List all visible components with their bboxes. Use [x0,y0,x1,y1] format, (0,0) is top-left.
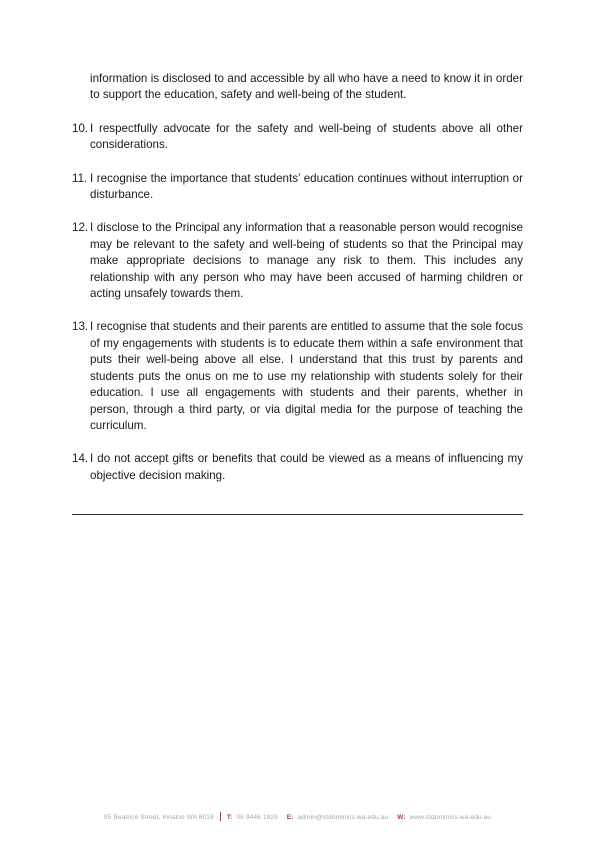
list-item [72,220,523,302]
list-item-text: I recognise the importance that students’ education continues without interruption or disturbance. [90,171,523,202]
document-body [72,71,523,501]
footer-phone-label: T: [226,813,233,821]
list-item [72,451,523,484]
page-footer [0,812,595,822]
list-item-number: 13. [72,320,89,334]
list-item-text: I disclose to the Principal any information that a reasonable person would recognise may be relevant to the safety and well-being of students so that the Principal may make appropriate decisions to manage any risk to them. This includes any relationship with any person who may have been accused of harming children or acting unsafely towards them. [90,221,523,301]
list-item-text: I respectfully advocate for the safety and well-being of students above all other considerations. [90,121,523,152]
list-item-number: 12. [72,221,89,235]
list-item [72,171,523,204]
list-item-number: 11. [72,171,88,185]
footer-divider [220,812,221,821]
continued-paragraph: information is disclosed to and accessible by all who have a need to know it in order to support the education, safety and well-being of the student. [90,72,523,102]
footer-email-link[interactable]: admin@stdominics.wa.edu.au [297,813,389,821]
footer-web-link[interactable]: www.stdominics.wa.edu.au [409,813,492,821]
list-item-text: I do not accept gifts or benefits that could be viewed as a means of influencing my objective decision making. [90,452,523,482]
footer-web-label: W: [397,813,406,821]
footer-phone: 08 9446 1929 [236,813,278,821]
horizontal-rule [72,514,523,515]
list-item-number: 10. [72,121,89,135]
list-item [72,319,523,434]
list-item [72,121,523,154]
list-item-number: 14. [72,452,89,466]
list-item-text: I recognise that students and their parents are entitled to assume that the sole focus of my engagements with students is to educate them within a safe environment that puts their well-being above all else. I understand that this trust by parents and students puts the onus on me to use my relationship with students solely for their education. I use all engagements with students and their parents, whether in person, through a third party, or via digital media for the purpose of teaching the curriculum. [90,320,523,432]
footer-address: 95 Beatrice Street, Innaloo WA 6018 [103,813,214,821]
footer-email-label: E: [286,813,294,821]
